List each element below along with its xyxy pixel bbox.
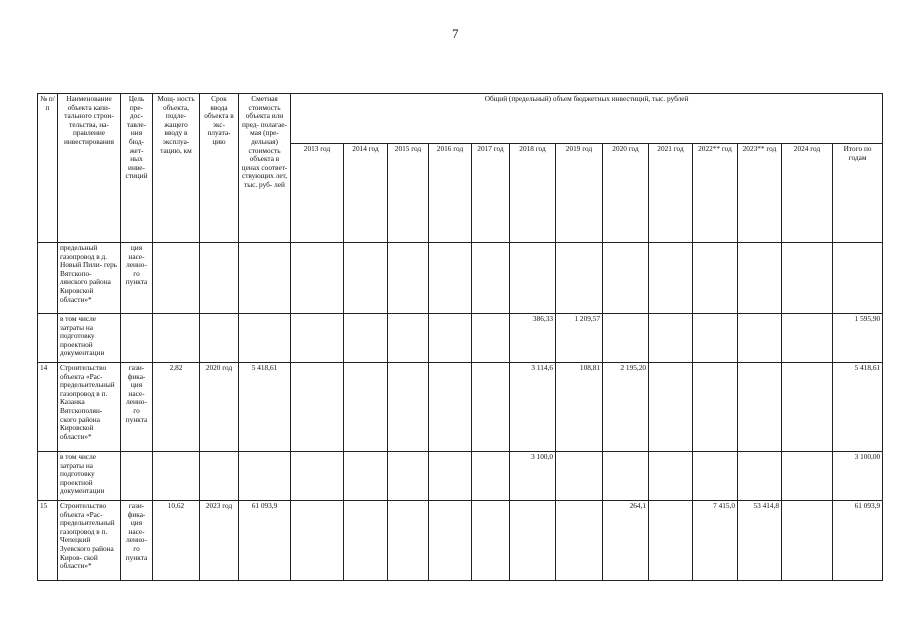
row-capacity — [153, 314, 200, 363]
row-num: 15 — [38, 501, 58, 581]
header-num: № п/п — [38, 94, 58, 243]
row-year-value — [738, 363, 782, 452]
row-year-value — [472, 243, 510, 314]
row-year-value — [388, 314, 429, 363]
row-total: 5 418,61 — [833, 363, 883, 452]
row-year-value — [738, 243, 782, 314]
row-year-value — [388, 243, 429, 314]
header-year: 2014 год — [344, 144, 388, 243]
row-year-value — [693, 243, 738, 314]
row-year-value — [649, 243, 693, 314]
row-term — [200, 452, 239, 501]
header-total-column: Итого по годам — [833, 144, 883, 243]
row-year-value — [510, 501, 556, 581]
row-name: в том числе затраты на подготовку проектной документации — [58, 452, 121, 501]
row-num: 14 — [38, 363, 58, 452]
row-year-value — [603, 314, 649, 363]
row-capacity: 2,82 — [153, 363, 200, 452]
row-year-value — [556, 452, 603, 501]
table-row — [38, 501, 883, 581]
row-cost: 5 418,61 — [239, 363, 291, 452]
row-year-value: 3 114,6 — [510, 363, 556, 452]
row-year-value — [782, 501, 833, 581]
row-year-value — [472, 501, 510, 581]
table-row — [38, 243, 883, 314]
row-term — [200, 314, 239, 363]
header-year: 2021 год — [649, 144, 693, 243]
row-year-value — [649, 314, 693, 363]
row-purpose: ция насе- ленно- го пункта — [121, 243, 153, 314]
row-num — [38, 243, 58, 314]
header-year: 2022** год — [693, 144, 738, 243]
row-year-value — [429, 314, 472, 363]
row-year-value — [344, 363, 388, 452]
row-capacity — [153, 243, 200, 314]
row-year-value — [344, 314, 388, 363]
row-year-value — [344, 243, 388, 314]
row-year-value — [472, 363, 510, 452]
row-name: Строительство объекта «Рас- предельительный газопровод в п. Казанка Вятскополян- ского района Кировской области»* — [58, 363, 121, 452]
row-year-value: 7 415,0 — [693, 501, 738, 581]
row-year-value — [603, 243, 649, 314]
row-total: 1 595,90 — [833, 314, 883, 363]
row-num — [38, 452, 58, 501]
row-term — [200, 243, 239, 314]
header-year: 2024 год — [782, 144, 833, 243]
row-year-value — [649, 363, 693, 452]
header-row — [38, 94, 883, 144]
row-name: предельный газопровод в д. Новый Пили- герь Вятскопо- лянского района Кировской области»* — [58, 243, 121, 314]
row-year-value — [344, 452, 388, 501]
row-year-value — [429, 243, 472, 314]
row-purpose: гази- фика- ция насе- ленно- го пункта — [121, 501, 153, 581]
header-name: Наименование объекта капи- тального строи- тельства, на- правление инвестирования — [58, 94, 121, 243]
header-year: 2016 год — [429, 144, 472, 243]
row-year-value — [556, 243, 603, 314]
row-year-value — [388, 501, 429, 581]
table-row — [38, 314, 883, 363]
row-year-value: 3 100,0 — [510, 452, 556, 501]
page-number: 7 — [452, 26, 459, 41]
row-year-value — [738, 452, 782, 501]
row-year-value — [291, 452, 344, 501]
row-num — [38, 314, 58, 363]
row-year-value: 386,33 — [510, 314, 556, 363]
row-year-value — [782, 314, 833, 363]
row-year-value — [510, 243, 556, 314]
row-year-value: 1 209,57 — [556, 314, 603, 363]
row-year-value — [291, 501, 344, 581]
header-year: 2017 год — [472, 144, 510, 243]
row-year-value — [738, 314, 782, 363]
row-year-value — [472, 314, 510, 363]
row-purpose — [121, 314, 153, 363]
row-year-value — [291, 243, 344, 314]
row-year-value — [693, 314, 738, 363]
row-year-value: 53 414,8 — [738, 501, 782, 581]
row-year-value — [429, 452, 472, 501]
row-year-value — [782, 243, 833, 314]
row-year-value — [556, 501, 603, 581]
row-total: 61 093,9 — [833, 501, 883, 581]
row-year-value — [388, 363, 429, 452]
row-year-value — [782, 452, 833, 501]
row-year-value — [429, 363, 472, 452]
budget-investment-table — [37, 93, 883, 581]
header-year: 2020 год — [603, 144, 649, 243]
row-year-value — [429, 501, 472, 581]
header-year: 2023** год — [738, 144, 782, 243]
row-year-value — [693, 363, 738, 452]
table-row — [38, 452, 883, 501]
header-total-title: Общий (предельный) объем бюджетных инвестиций, тыс. рублей — [291, 94, 883, 144]
row-year-value: 108,81 — [556, 363, 603, 452]
row-term: 2020 год — [200, 363, 239, 452]
row-cost — [239, 314, 291, 363]
row-year-value — [693, 452, 738, 501]
header-year: 2019 год — [556, 144, 603, 243]
row-capacity: 10,62 — [153, 501, 200, 581]
row-purpose: гази- фика- ция насе- ленно- го пункта — [121, 363, 153, 452]
row-term: 2023 год — [200, 501, 239, 581]
row-cost — [239, 452, 291, 501]
row-year-value — [344, 501, 388, 581]
header-term: Срок ввода объекта в экс- плуата- цию — [200, 94, 239, 243]
row-year-value — [649, 452, 693, 501]
header-capacity: Мощ- ность объекта, подле- жащего вводу в эксплуа- тацию, км — [153, 94, 200, 243]
row-cost — [239, 243, 291, 314]
row-year-value: 264,1 — [603, 501, 649, 581]
row-year-value — [291, 363, 344, 452]
header-purpose: Цель пре- дос- тавле- ния бюд- жет- ных инве- стиций — [121, 94, 153, 243]
row-year-value — [603, 452, 649, 501]
row-total — [833, 243, 883, 314]
row-name: в том числе затраты на подготовку проектной документации — [58, 314, 121, 363]
row-year-value — [472, 452, 510, 501]
row-year-value — [291, 314, 344, 363]
row-year-value — [782, 363, 833, 452]
row-year-value — [388, 452, 429, 501]
header-year: 2018 год — [510, 144, 556, 243]
header-year: 2013 год — [291, 144, 344, 243]
row-total: 3 100,00 — [833, 452, 883, 501]
table-row — [38, 363, 883, 452]
row-year-value — [649, 501, 693, 581]
row-cost: 61 093,9 — [239, 501, 291, 581]
row-year-value: 2 195,20 — [603, 363, 649, 452]
header-cost: Сметная стоимость объекта или пред- полагае- мая (пре- дельная) стоимость объекта в ценах соответ- ствующих лет, тыс. руб- лей — [239, 94, 291, 243]
row-purpose — [121, 452, 153, 501]
header-year: 2015 год — [388, 144, 429, 243]
row-capacity — [153, 452, 200, 501]
row-name: Строительство объекта «Рас- предельительный газопровод в п. Чепецкий Зуевского района Киров- ской области»* — [58, 501, 121, 581]
